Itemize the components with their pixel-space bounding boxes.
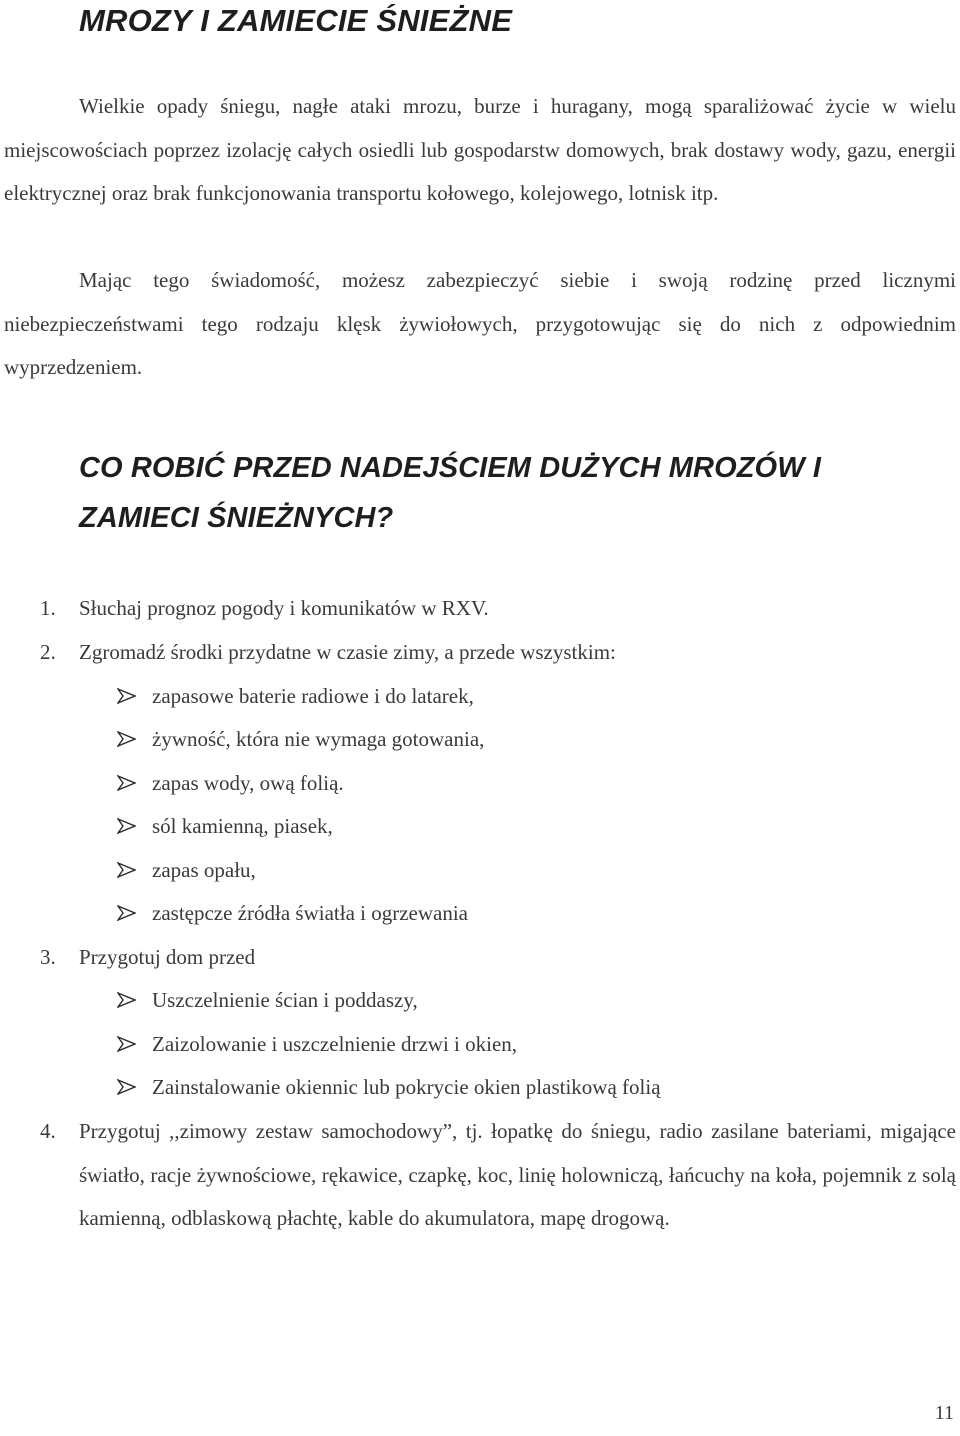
page-title: MROZY I ZAMIECIE ŚNIEŻNE [79,3,513,38]
arrow-bullet-icon [117,688,136,704]
page-number: 11 [934,1402,954,1424]
arrow-bullet-icon [117,731,136,747]
list-item [117,1072,877,1102]
list-item-text: Zgromadź środki przydatne w czasie zimy, a przede wszystkim: [79,640,616,664]
list-number: 1. [40,596,56,620]
intro-paragraph: Wielkie opady śniegu, nagłe ataki mrozu, burze i huragany, mogą sparaliżować życie w wielu miejscowościach poprzez izolację całych osiedli lub gospodarstw domowych, brak dostawy wody, gazu, energii elektrycznej oraz brak funkcjonowania transportu kołowego, kolejowego, lotnisk itp. [4,94,956,205]
bullet-text: Uszczelnienie ścian i poddaszy, [152,988,418,1012]
arrow-bullet-icon [117,992,136,1008]
bullet-text: zapas opału, [152,858,256,882]
list-item-text: Słuchaj prognoz pogody i komunikatów w RXV. [79,596,489,620]
arrow-bullet-icon [117,818,136,834]
list-item [117,898,877,928]
list-item [117,724,877,754]
list-number: 4. [40,1119,56,1143]
bullet-text: sól kamienną, piasek, [152,814,333,838]
list-number: 3. [40,945,56,969]
bullet-text: żywność, która nie wymaga gotowania, [152,727,485,751]
list-number: 2. [40,640,56,664]
list-item-text: Przygotuj ,,zimowy zestaw samochodowy”, tj. łopatkę do śniegu, radio zasilane bateriami, migające światło, racje żywnościowe, rękawice, czapkę, koc, linię holowniczą, łańcuchy na koła, pojemnik z solą kamienną, odblaskową płachtę, kable do akumulatora, mapę drogową. [79,1119,956,1230]
list-item-text: Przygotuj dom przed [79,945,256,969]
list-item [117,985,877,1015]
list-item [117,855,877,885]
awareness-paragraph: Mając tego świadomość, możesz zabezpieczyć siebie i swoją rodzinę przed licznymi niebezpieczeństwami tego rodzaju klęsk żywiołowych, przygotowując się do nich z odpowiednim wyprzedzeniem. [4,268,956,379]
list-item [117,811,877,841]
bullet-text: zapas wody, ową folią. [152,771,344,795]
bullet-text: zapasowe baterie radiowe i do latarek, [152,684,474,708]
list-item [117,681,877,711]
list-item [117,768,877,798]
arrow-bullet-icon [117,1079,136,1095]
arrow-bullet-icon [117,1036,136,1052]
arrow-bullet-icon [117,775,136,791]
arrow-bullet-icon [117,905,136,921]
bullet-text: zastępcze źródła światła i ogrzewania [152,901,468,925]
bullet-text: Zainstalowanie okiennic lub pokrycie okien plastikową folią [152,1075,661,1099]
arrow-bullet-icon [117,862,136,878]
bullet-text: Zaizolowanie i uszczelnienie drzwi i okien, [152,1032,518,1056]
list-item [117,1029,877,1059]
section-heading: CO ROBIĆ PRZED NADEJŚCIEM DUŻYCH MROZÓW I ZAMIECI ŚNIEŻNYCH? [79,452,821,534]
